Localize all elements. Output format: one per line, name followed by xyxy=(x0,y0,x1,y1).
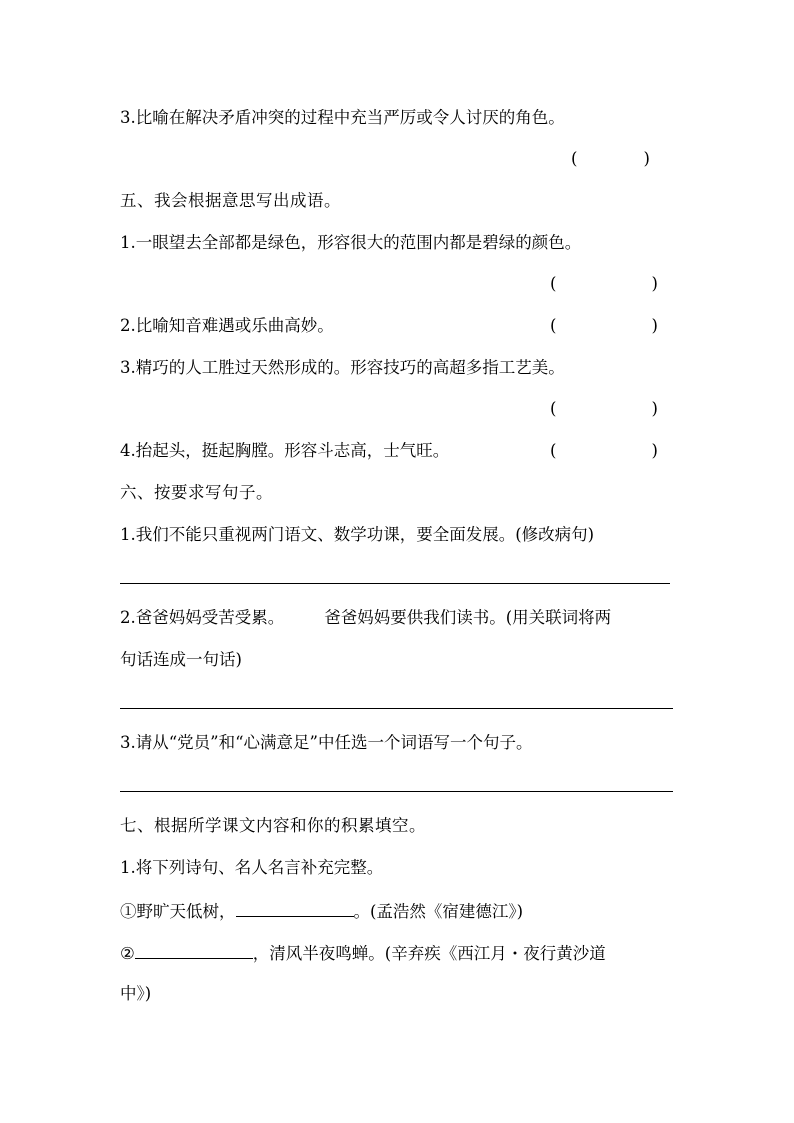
poem2-suffix: ，清风半夜鸣蝉。(辛弃疾《西江月・夜行黄沙道 xyxy=(252,944,606,963)
s5-item4-answer-blank[interactable] xyxy=(550,439,658,463)
s4-item3-text: 3.比喻在解决矛盾冲突的过程中充当严厉或令人讨厌的角色。 xyxy=(120,108,565,127)
poem1-fill-blank[interactable] xyxy=(236,898,354,917)
s6-item3-text: 3.请从“党员”和“心满意足”中任选一个词语写一个句子。 xyxy=(120,733,533,752)
s6-item2-part2: 爸爸妈妈要供我们读书。(用关联词将两 xyxy=(324,608,612,627)
s6-item3-answer-line[interactable] xyxy=(120,791,673,792)
paren-open: ( xyxy=(550,399,557,418)
s5-heading: 五、我会根据意思写出成语。 xyxy=(120,191,341,210)
poem2-prefix: ② xyxy=(120,944,135,963)
s5-item4-text: 4.抬起头，挺起胸膛。形容斗志高，士气旺。 xyxy=(120,441,450,460)
s5-item3-answer-blank[interactable] xyxy=(550,397,658,421)
poem1-prefix: ①野旷天低树， xyxy=(120,902,236,921)
s5-item3-text: 3.精巧的人工胜过天然形成的。形容技巧的高超多指工艺美。 xyxy=(120,358,565,377)
s6-item2-line2: 句话连成一句话) xyxy=(120,650,242,669)
s6-heading: 六、按要求写句子。 xyxy=(120,483,273,502)
s7-poem-line1 xyxy=(120,898,523,924)
paren-close: ) xyxy=(643,149,650,168)
s5-item1-answer-blank[interactable] xyxy=(550,272,658,296)
s6-item2-text xyxy=(120,606,611,630)
s7-heading: 七、根据所学课文内容和你的积累填空。 xyxy=(120,816,426,835)
poem1-suffix: 。(孟浩然《宿建德江》) xyxy=(353,902,524,921)
s6-item2-part1: 2.爸爸妈妈受苦受累。 xyxy=(120,608,285,627)
s6-item2-answer-line[interactable] xyxy=(120,708,673,709)
s6-item1-text: 1.我们不能只重视两门语文、数学功课，要全面发展。(修改病句) xyxy=(120,525,595,544)
paren-close: ) xyxy=(651,274,658,293)
s7-poem-line2-cont: 中》) xyxy=(120,984,152,1003)
paren-close: ) xyxy=(651,399,658,418)
paren-open: ( xyxy=(571,149,578,168)
paren-close: ) xyxy=(651,441,658,460)
s5-item2-text: 2.比喻知音难遇或乐曲高妙。 xyxy=(120,316,334,335)
s5-item1-text: 1.一眼望去全部都是绿色，形容很大的范围内都是碧绿的颜色。 xyxy=(120,233,582,252)
paren-open: ( xyxy=(550,274,557,293)
s7-poem-line2 xyxy=(120,940,606,966)
s7-item1-text: 1.将下列诗句、名人名言补充完整。 xyxy=(120,858,384,877)
paren-close: ) xyxy=(651,316,658,335)
s4-item3-answer-blank[interactable] xyxy=(571,147,650,171)
paren-open: ( xyxy=(550,316,557,335)
s5-item2-answer-blank[interactable] xyxy=(550,314,658,338)
poem2-fill-blank[interactable] xyxy=(135,940,253,959)
paren-open: ( xyxy=(550,441,557,460)
s6-item1-answer-line[interactable] xyxy=(120,583,670,584)
